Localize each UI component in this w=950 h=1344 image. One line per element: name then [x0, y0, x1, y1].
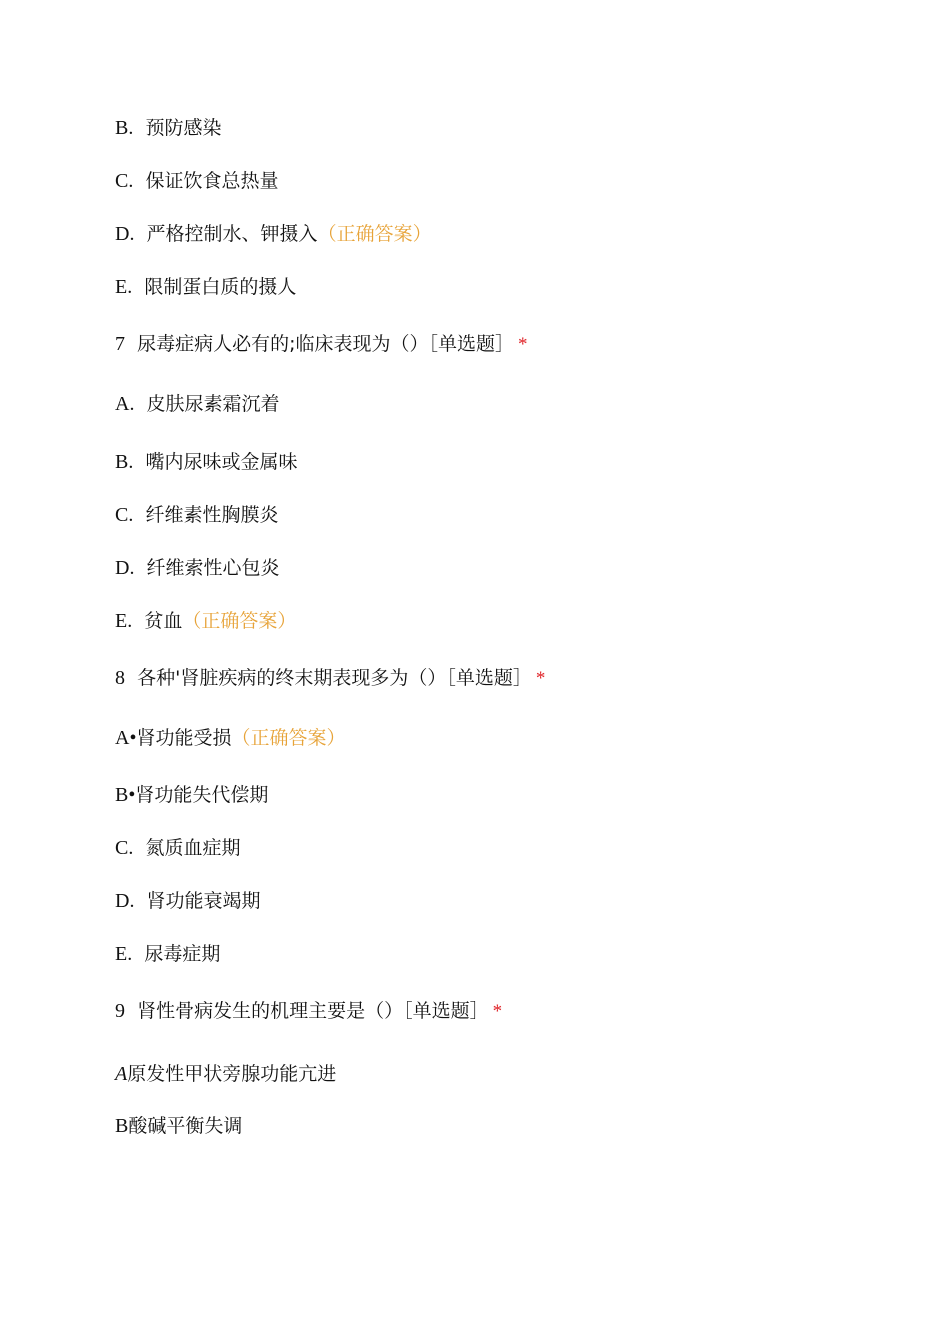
- question-8-title: [115, 666, 545, 691]
- option-label: D.: [115, 557, 135, 579]
- q8-option-e[interactable]: [115, 942, 220, 966]
- q6-option-c[interactable]: [115, 169, 278, 193]
- q7-option-e[interactable]: [115, 609, 296, 633]
- option-label: A•: [115, 727, 137, 749]
- question-number: 7: [115, 333, 125, 355]
- option-label: D.: [115, 223, 135, 245]
- correct-answer-tag: （正确答案）: [182, 610, 297, 632]
- question-7-title: [115, 332, 528, 357]
- option-text: 肾功能失代偿期: [135, 784, 269, 806]
- option-label: E.: [115, 610, 133, 632]
- option-label: E.: [115, 943, 133, 965]
- q8-option-a[interactable]: [115, 726, 345, 750]
- option-text: 保证饮食总热量: [145, 170, 279, 192]
- option-text: 贫血: [144, 610, 183, 632]
- q7-option-c[interactable]: [115, 503, 278, 527]
- option-label: E.: [115, 276, 133, 298]
- q9-option-b[interactable]: [115, 1114, 242, 1138]
- option-label: A: [115, 1063, 128, 1085]
- option-text: 氮质血症期: [145, 837, 241, 859]
- correct-answer-tag: （正确答案）: [317, 223, 432, 245]
- option-text: 肾功能衰竭期: [146, 890, 261, 912]
- option-text: 尿毒症期: [144, 943, 221, 965]
- option-text: 原发性甲状旁腺功能亢进: [127, 1063, 337, 1085]
- q7-option-d[interactable]: [115, 556, 280, 580]
- required-asterisk: *: [492, 1001, 503, 1022]
- option-text: 肾功能受损: [136, 727, 232, 749]
- option-text: 纤维素性胸膜炎: [145, 504, 279, 526]
- q8-option-c[interactable]: [115, 836, 240, 860]
- q8-option-d[interactable]: [115, 889, 261, 913]
- option-label: C.: [115, 504, 134, 526]
- q8-option-b[interactable]: [115, 783, 268, 807]
- q9-option-a[interactable]: [115, 1062, 336, 1086]
- option-label: B: [115, 1115, 129, 1137]
- q6-option-d[interactable]: [115, 222, 432, 246]
- option-text: 皮肤尿素霜沉着: [146, 393, 280, 415]
- option-label: D.: [115, 890, 135, 912]
- option-text: 嘴内尿味或金属味: [145, 451, 298, 473]
- question-number: 8: [115, 667, 125, 689]
- option-label: B•: [115, 784, 136, 806]
- question-text: 尿毒症病人必有的;临床表现为（）［单选题］: [137, 333, 514, 355]
- question-9-title: [115, 999, 502, 1024]
- question-number: 9: [115, 1000, 125, 1022]
- q6-option-e[interactable]: [115, 275, 296, 299]
- q7-option-b[interactable]: [115, 450, 297, 474]
- option-label: B.: [115, 117, 134, 139]
- correct-answer-tag: （正确答案）: [231, 727, 346, 749]
- q6-option-b[interactable]: [115, 116, 221, 140]
- q7-option-a[interactable]: [115, 392, 280, 416]
- question-text: 肾性骨病发生的机理主要是（）［单选题］: [137, 1000, 489, 1022]
- option-text: 严格控制水、钾摄入: [146, 223, 318, 245]
- option-label: C.: [115, 170, 134, 192]
- option-text: 酸碱平衡失调: [128, 1115, 243, 1137]
- option-text: 纤维索性心包炎: [146, 557, 280, 579]
- option-label: C.: [115, 837, 134, 859]
- option-label: A.: [115, 393, 135, 415]
- question-text: 各种'肾脏疾病的终末期表现多为（）［单选题］: [137, 667, 532, 689]
- required-asterisk: *: [518, 334, 528, 355]
- option-label: B.: [115, 451, 134, 473]
- option-text: 预防感染: [145, 117, 222, 139]
- required-asterisk: *: [535, 668, 546, 689]
- option-text: 限制蛋白质的摄人: [144, 276, 297, 298]
